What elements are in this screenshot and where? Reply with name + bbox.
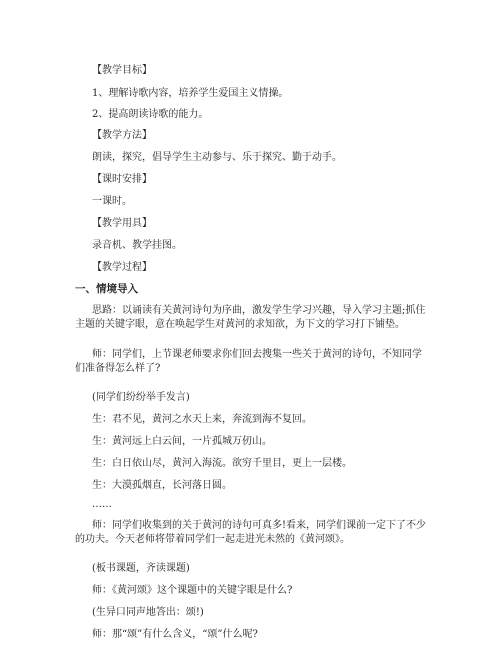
dialogue-line: (板书课题，齐读课题) bbox=[92, 563, 190, 574]
dialogue-line: 生：黄河远上白云间，一片孤城万仞山。 bbox=[92, 436, 272, 447]
dialogue-line: 生：君不见，黄河之水天上来，奔流到海不复回。 bbox=[92, 414, 312, 425]
dialogue-line: 生：白日依山尽，黄河入海流。欲穷千里目，更上一层楼。 bbox=[92, 458, 352, 469]
paragraph-teacher-remark: 师：同学们收集到的关于黄河的诗句可真多!看来，同学们课前一定下了不少的功夫。今天老师将带着同学们一起走进光未然的《黄河颂》。 bbox=[75, 520, 427, 545]
dialogue-line: (同学们纷纷举手发言) bbox=[92, 392, 190, 403]
goal-item-1: 1、理解诗歌内容，培养学生爱国主义情操。 bbox=[92, 88, 289, 99]
paragraph-intro: 思路：以诵读有关黄河诗句为序曲，激发学生学习兴趣，导入学习主题;抓住主题的关键字眼，意在唤起学生对黄河的求知欲，为下文的学习打下铺垫。 bbox=[75, 305, 426, 330]
schedule-title: 【课时安排】 bbox=[92, 174, 152, 185]
tools-title: 【教学用具】 bbox=[92, 218, 152, 229]
process-title: 【教学过程】 bbox=[92, 262, 152, 273]
method-title: 【教学方法】 bbox=[92, 130, 152, 141]
dialogue-line: (生异口同声地答出：颂!) bbox=[92, 607, 204, 618]
section-heading: 一、情境导入 bbox=[75, 283, 138, 295]
dialogue-line: 生：大漠孤烟直，长河落日圆。 bbox=[92, 480, 232, 491]
dialogue-line: 师：那“颂”有什么含义，“颂”什么呢? bbox=[92, 629, 258, 640]
schedule-text: 一课时。 bbox=[92, 196, 132, 207]
method-text: 朗读，探究，倡导学生主动参与、乐于探究、勤于动手。 bbox=[92, 152, 342, 163]
tools-text: 录音机、教学挂图。 bbox=[92, 240, 182, 251]
dialogue-line: 师：《黄河颂》这个课题中的关键字眼是什么? bbox=[92, 585, 293, 596]
goal-title: 【教学目标】 bbox=[92, 65, 152, 76]
goal-item-2: 2、提高朗读诗歌的能力。 bbox=[92, 109, 209, 120]
ellipsis: …… bbox=[92, 499, 112, 510]
paragraph-teacher-question: 师：同学们，上节课老师要求你们回去搜集一些关于黄河的诗句，不知同学们准备得怎么样了? bbox=[75, 349, 422, 374]
